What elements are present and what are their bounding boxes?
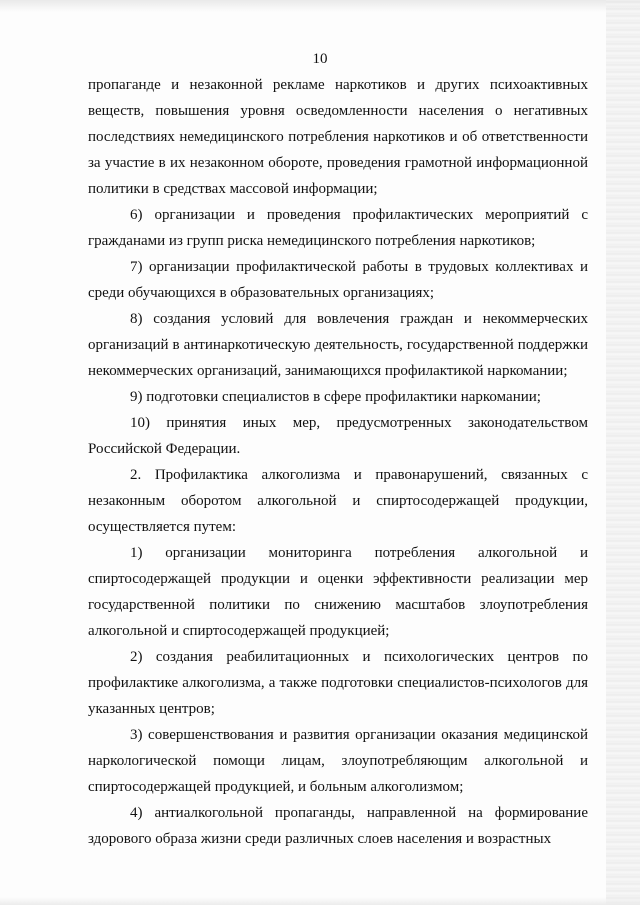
paragraph-item-9: 9) подготовки специалистов в сфере профилактики наркомании; [130, 389, 541, 405]
paragraph-item-10: 10) принятия иных мер, предусмотренных законодательством Российской Федерации. [88, 415, 588, 457]
paragraph-continuation: пропаганде и незаконной рекламе наркотиков и других психоактивных веществ, повышения уровня осведомленности населения о негативных последствиях немедицинского потребления наркотиков и об ответственности за участие в их незаконном обороте, проведения грамотной информационной политики в средствах массовой информации; [88, 77, 588, 197]
scan-shadow-bottom [0, 897, 640, 905]
page-number: 10 [312, 51, 328, 67]
paragraph-sub-item-3: 3) совершенствования и развития организации оказания медицинской наркологической помощи лицам, злоупотребляющим алкогольной и спиртосодержащей продукцией, и больным алкоголизмом; [88, 727, 588, 795]
document-body [88, 72, 588, 852]
paragraph-item-8: 8) создания условий для вовлечения граждан и некоммерческих организаций в антинаркотическую деятельность, государственной поддержки некоммерческих организаций, занимающихся профилактикой наркомании; [88, 311, 588, 379]
paragraph-sub-item-2: 2) создания реабилитационных и психологических центров по профилактике алкоголизма, а также подготовки специалистов-психологов для указанных центров; [88, 649, 588, 717]
scan-shadow-top [0, 0, 640, 12]
scan-shadow-right [606, 0, 640, 905]
paragraph-sub-item-1: 1) организации мониторинга потребления алкогольной и спиртосодержащей продукции и оценки эффективности реализации мер государственной политики по снижению масштабов злоупотребления алкогольной и спиртосодержащей продукцией; [88, 545, 588, 639]
paragraph-item-6: 6) организации и проведения профилактических мероприятий с гражданами из групп риска немедицинского потребления наркотиков; [88, 207, 588, 249]
paragraph-section-2: 2. Профилактика алкоголизма и правонарушений, связанных с незаконным оборотом алкогольной и спиртосодержащей продукции, осуществляется путем: [88, 467, 588, 535]
paragraph-item-7: 7) организации профилактической работы в трудовых коллективах и среди обучающихся в образовательных организациях; [88, 259, 588, 301]
paragraph-sub-item-4: 4) антиалкогольной пропаганды, направленной на формирование здорового образа жизни среди различных слоев населения и возрастных [88, 805, 588, 847]
